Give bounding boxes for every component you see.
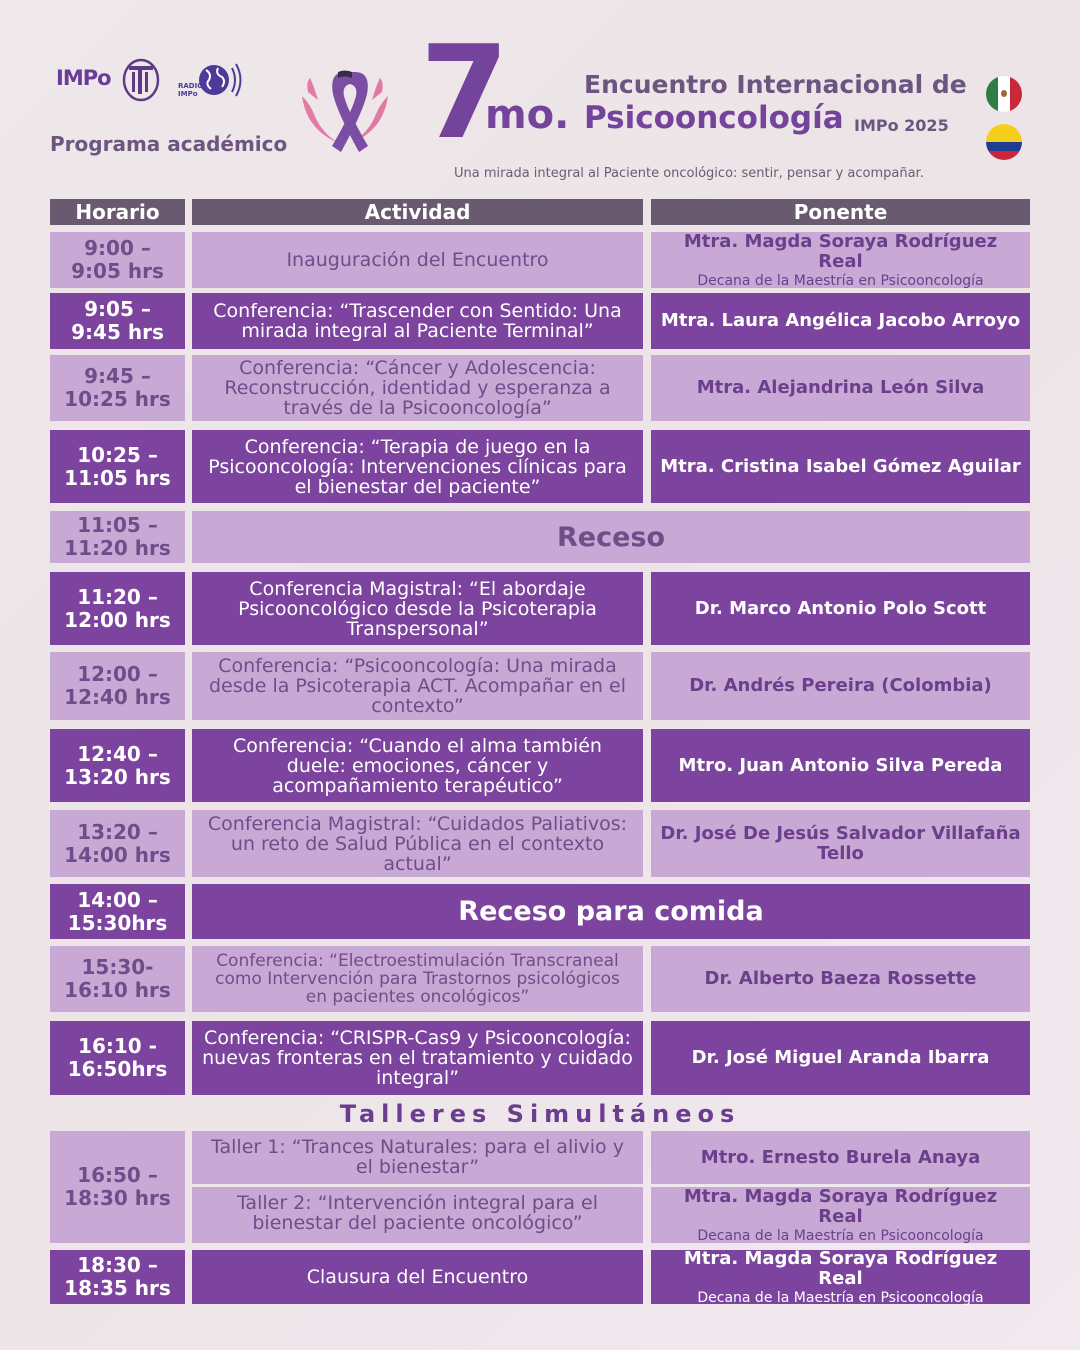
radio-impo-logo: [178, 60, 242, 104]
speaker-name: Mtra. Laura Angélica Jacobo Arroyo: [660, 310, 1021, 331]
ctt-logo-icon: [122, 58, 160, 102]
awareness-ribbon-hands-icon: [298, 66, 392, 160]
time-end: 9:05 hrs: [71, 259, 164, 283]
speaker-cell: [651, 572, 1030, 645]
radio-label: RADIO IMPo: [178, 82, 204, 98]
time-start: 12:40 –: [77, 741, 158, 766]
year-label: IMPo 2025: [854, 116, 949, 135]
activity-cell: Conferencia: “Cáncer y Adolescencia: Reconstrucción, identidad y esperanza a través de la Psicooncología”: [192, 355, 643, 421]
speaker-cell: [651, 729, 1030, 802]
time-cell: [50, 232, 185, 288]
speaker-name: Mtra. Magda Soraya Rodríguez Real: [683, 1247, 998, 1289]
speaker-name: Mtro. Juan Antonio Silva Pereda: [678, 754, 1003, 776]
time-start: 16:50 –: [77, 1163, 158, 1187]
time-start: 14:00 –: [77, 887, 158, 912]
edition-number: 7: [420, 19, 506, 168]
time-start: 9:00 –: [84, 236, 151, 260]
activity-cell: Inauguración del Encuentro: [192, 232, 643, 288]
time-end: 18:30 hrs: [64, 1186, 171, 1210]
time-cell: [50, 652, 185, 720]
time-end: 14:00 hrs: [64, 842, 171, 867]
speaker-name: Dr. Marco Antonio Polo Scott: [694, 597, 987, 619]
time-start: 13:20 –: [77, 819, 158, 844]
speaker-name: Dr. Alberto Baeza Rossette: [704, 968, 977, 989]
activity-cell: Conferencia: “Terapia de juego en la Psicooncología: Intervenciones clínicas para el bienestar del paciente”: [192, 430, 643, 503]
time-end: 13:20 hrs: [64, 764, 171, 789]
time-start: 11:20 –: [77, 584, 158, 609]
time-start: 16:10 -: [78, 1034, 157, 1058]
speaker-name: Mtra. Alejandrina León Silva: [696, 377, 985, 398]
time-end: 12:00 hrs: [64, 607, 171, 632]
closing-speaker-cell: [651, 1247, 1030, 1306]
speaker-name: Mtra. Magda Soraya Rodríguez Real: [683, 230, 998, 272]
speaker-cell: [651, 652, 1030, 720]
speaker-name: Mtra. Cristina Isabel Gómez Aguilar: [660, 455, 1021, 477]
sponsor-logos: [52, 58, 252, 108]
speaker-cell: [651, 232, 1030, 288]
time-start: 12:00 –: [77, 662, 158, 686]
speaker-name: Mtro. Ernesto Burela Anaya: [700, 1146, 981, 1168]
tagline: Una mirada integral al Paciente oncológico: sentir, pensar y acompañar.: [454, 166, 924, 181]
workshop-activity-cell: Taller 1: “Trances Naturales: para el alivio y el bienestar”: [192, 1131, 643, 1184]
time-end: 11:05 hrs: [64, 465, 171, 490]
column-header-ponente: Ponente: [651, 199, 1030, 225]
workshop-time-cell: [50, 1131, 185, 1243]
activity-cell: Conferencia: “Cuando el alma también duele: emociones, cáncer y acompañamiento terapéutico”: [192, 729, 643, 802]
speaker-name: Dr. José Miguel Aranda Ibarra: [691, 1047, 990, 1068]
column-header-actividad: Actividad: [192, 199, 643, 225]
speaker-role: Decana de la Maestría en Psicooncología: [697, 1227, 984, 1244]
activity-cell: Conferencia: “CRISPR-Cas9 y Psicooncología: nuevas fronteras en el tratamiento y cuidado integral”: [192, 1021, 643, 1095]
mexico-flag-icon: [986, 76, 1022, 112]
speaker-role: Decana de la Maestría en Psicooncología: [697, 1289, 984, 1306]
workshops-title: Talleres Simultáneos: [339, 1100, 741, 1128]
time-end: 10:25 hrs: [64, 387, 171, 411]
closing-time-cell: [50, 1250, 185, 1304]
time-start: 18:30 –: [77, 1253, 158, 1277]
time-end: 16:50hrs: [67, 1057, 168, 1081]
speaker-cell: [651, 946, 1030, 1012]
speaker-cell: [651, 1021, 1030, 1095]
time-cell: [50, 430, 185, 503]
speaker-name: Dr. Andrés Pereira (Colombia): [689, 675, 992, 696]
activity-cell: Conferencia Magistral: “El abordaje Psicooncológico desde la Psicoterapia Transpersonal”: [192, 572, 643, 645]
speaker-name: Dr. José De Jesús Salvador Villafaña Tello: [660, 822, 1021, 864]
speaker-role: Decana de la Maestría en Psicooncología: [697, 272, 984, 289]
activity-cell: Conferencia: “Electroestimulación Transcraneal como Intervención para Trastornos psicológicos en pacientes oncológicos”: [192, 946, 643, 1012]
column-header-horario: Horario: [50, 199, 185, 225]
time-cell: [50, 1021, 185, 1095]
impo-logo: IMPo: [56, 66, 111, 90]
workshop-activity-cell: Taller 2: “Intervención integral para el bienestar del paciente oncológico”: [192, 1187, 643, 1243]
time-cell: [50, 293, 185, 349]
time-start: 9:05 –: [84, 297, 151, 321]
break-cell: Receso: [192, 511, 1030, 563]
activity-cell: Conferencia Magistral: “Cuidados Paliativos: un reto de Salud Pública en el contexto actual”: [192, 810, 643, 877]
activity-cell: Conferencia: “Psicooncología: Una mirada desde la Psicoterapia ACT. Acompañar en el contexto”: [192, 652, 643, 720]
speaker-cell: [651, 430, 1030, 503]
workshop-speaker-cell: [651, 1131, 1030, 1184]
closing-activity-cell: Clausura del Encuentro: [192, 1250, 643, 1304]
time-cell: [50, 810, 185, 877]
time-cell: [50, 884, 185, 939]
break-cell: Receso para comida: [192, 884, 1030, 939]
time-start: 9:45 –: [84, 364, 151, 388]
time-cell: [50, 355, 185, 421]
time-start: 11:05 –: [77, 513, 158, 537]
time-cell: [50, 729, 185, 802]
time-end: 12:40 hrs: [64, 685, 171, 709]
speaker-cell: [651, 355, 1030, 421]
activity-cell: Conferencia: “Trascender con Sentido: Una mirada integral al Paciente Terminal”: [192, 293, 643, 349]
time-cell: [50, 946, 185, 1012]
event-title-line2: Psicooncología: [584, 100, 844, 136]
time-end: 16:10 hrs: [64, 978, 171, 1002]
speaker-cell: [651, 293, 1030, 349]
edition-suffix: mo.: [485, 92, 570, 138]
time-cell: [50, 572, 185, 645]
time-end: 11:20 hrs: [64, 536, 171, 560]
speaker-name: Mtra. Magda Soraya Rodríguez Real: [683, 1185, 998, 1227]
event-title-line1: Encuentro Internacional de: [584, 70, 967, 99]
time-cell: [50, 511, 185, 563]
time-end: 18:35 hrs: [64, 1276, 171, 1300]
time-start: 15:30-: [81, 955, 154, 979]
colombia-flag-icon: [986, 124, 1022, 160]
time-start: 10:25 –: [77, 442, 158, 467]
speaker-cell: [651, 810, 1030, 877]
program-label: Programa académico: [50, 132, 288, 156]
workshop-speaker-cell: [651, 1187, 1030, 1243]
time-end: 9:45 hrs: [71, 320, 164, 344]
time-end: 15:30hrs: [67, 910, 168, 935]
